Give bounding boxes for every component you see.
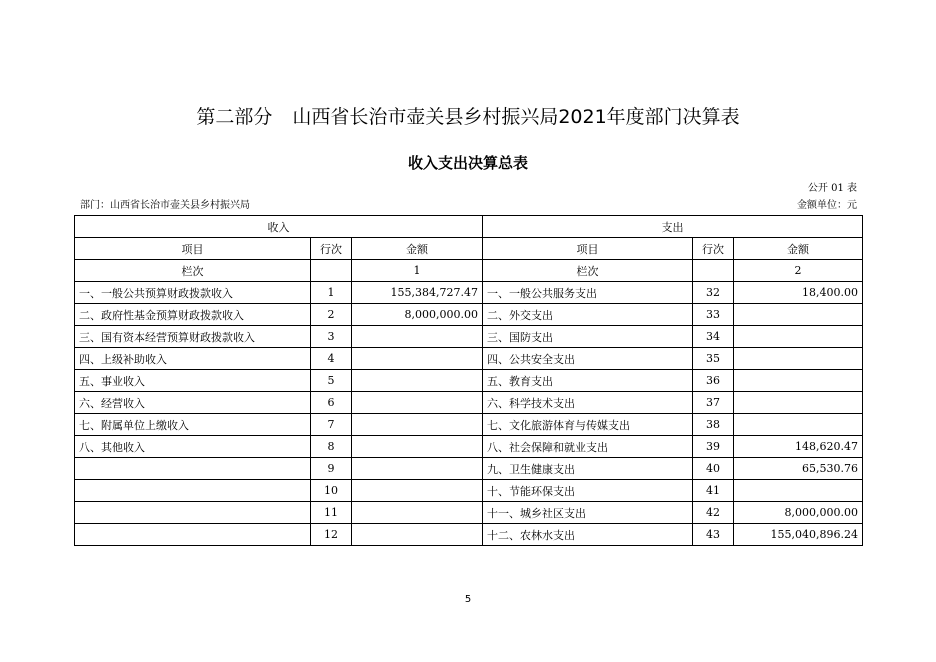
table-row (75, 304, 863, 326)
expense-item-cell: 十、节能环保支出 (483, 480, 693, 502)
income-amount-cell: 155,384,727.47 (352, 282, 483, 304)
income-item-cell: 一、一般公共预算财政拨款收入 (75, 282, 311, 304)
expense-item-cell: 十二、农林水支出 (483, 524, 693, 546)
table-row (75, 436, 863, 458)
expense-amount-cell (734, 304, 863, 326)
expense-amount-header: 金额 (734, 238, 863, 260)
income-amount-header: 金额 (352, 238, 483, 260)
income-line-cell: 9 (311, 458, 352, 480)
income-column-label: 栏次 (75, 260, 311, 282)
income-item-cell: 八、其他收入 (75, 436, 311, 458)
expense-amount-cell (734, 480, 863, 502)
income-item-header: 项目 (75, 238, 311, 260)
expense-item-cell: 一、一般公共服务支出 (483, 282, 693, 304)
expense-amount-cell (734, 326, 863, 348)
income-item-cell: 七、附属单位上缴收入 (75, 414, 311, 436)
income-item-cell (75, 502, 311, 524)
income-item-cell: 三、国有资本经营预算财政拨款收入 (75, 326, 311, 348)
table-subtitle: 收入支出决算总表 (407, 154, 528, 172)
income-amount-cell (352, 414, 483, 436)
expense-line-header: 行次 (693, 238, 734, 260)
income-line-cell: 2 (311, 304, 352, 326)
expense-line-cell: 34 (693, 326, 734, 348)
table-row (75, 392, 863, 414)
table-row (75, 348, 863, 370)
expense-line-cell: 42 (693, 502, 734, 524)
expense-amount-cell: 8,000,000.00 (734, 502, 863, 524)
page-number: 5 (464, 594, 472, 605)
expense-line-cell: 37 (693, 392, 734, 414)
table-row (75, 524, 863, 546)
expense-item-cell: 七、文化旅游体育与传媒支出 (483, 414, 693, 436)
empty-cell (311, 260, 352, 282)
income-expense-table (74, 215, 863, 546)
income-item-cell: 二、政府性基金预算财政拨款收入 (75, 304, 311, 326)
expense-line-cell: 36 (693, 370, 734, 392)
income-line-cell: 5 (311, 370, 352, 392)
table-row (75, 370, 863, 392)
income-amount-cell: 8,000,000.00 (352, 304, 483, 326)
table-row (75, 458, 863, 480)
table-row (75, 480, 863, 502)
income-amount-cell (352, 436, 483, 458)
expense-item-cell: 二、外交支出 (483, 304, 693, 326)
income-amount-cell (352, 392, 483, 414)
page-title (0, 104, 936, 130)
income-amount-cell (352, 326, 483, 348)
expense-item-cell: 六、科学技术支出 (483, 392, 693, 414)
expense-item-cell: 八、社会保障和就业支出 (483, 436, 693, 458)
income-item-cell (75, 524, 311, 546)
department-label: 部门：山西省长治市壶关县乡村振兴局 (80, 200, 250, 211)
expense-line-cell: 40 (693, 458, 734, 480)
expense-column-label: 栏次 (483, 260, 693, 282)
income-amount-cell (352, 458, 483, 480)
column-number-row (75, 260, 863, 282)
expense-amount-cell (734, 414, 863, 436)
income-header: 收入 (75, 216, 483, 238)
amount-unit: 金额单位：元 (797, 200, 857, 211)
income-item-cell: 六、经营收入 (75, 392, 311, 414)
expense-item-cell: 九、卫生健康支出 (483, 458, 693, 480)
income-line-cell: 12 (311, 524, 352, 546)
expense-amount-cell (734, 348, 863, 370)
expense-column-number: 2 (734, 260, 863, 282)
income-line-cell: 4 (311, 348, 352, 370)
expense-item-cell: 三、国防支出 (483, 326, 693, 348)
expense-line-cell: 35 (693, 348, 734, 370)
column-header-row (75, 238, 863, 260)
report-title: 山西省长治市壶关县乡村振兴局2021年度部门决算表 (292, 106, 740, 128)
part-label: 第二部分 (196, 106, 273, 128)
income-item-cell: 五、事业收入 (75, 370, 311, 392)
income-amount-cell (352, 348, 483, 370)
income-item-cell (75, 458, 311, 480)
section-header-row (75, 216, 863, 238)
income-line-cell: 8 (311, 436, 352, 458)
income-line-cell: 1 (311, 282, 352, 304)
table-row (75, 282, 863, 304)
income-line-cell: 6 (311, 392, 352, 414)
expense-item-cell: 五、教育支出 (483, 370, 693, 392)
income-amount-cell (352, 480, 483, 502)
income-column-number: 1 (352, 260, 483, 282)
table-body (75, 216, 863, 546)
expense-line-cell: 33 (693, 304, 734, 326)
income-line-cell: 3 (311, 326, 352, 348)
empty-cell (693, 260, 734, 282)
income-amount-cell (352, 370, 483, 392)
expense-amount-cell (734, 370, 863, 392)
expense-line-cell: 32 (693, 282, 734, 304)
income-line-cell: 11 (311, 502, 352, 524)
table-row (75, 502, 863, 524)
table-number: 公开 01 表 (807, 183, 857, 194)
table-row (75, 414, 863, 436)
income-item-cell: 四、上级补助收入 (75, 348, 311, 370)
income-amount-cell (352, 524, 483, 546)
expense-amount-cell: 18,400.00 (734, 282, 863, 304)
income-line-cell: 10 (311, 480, 352, 502)
income-line-header: 行次 (311, 238, 352, 260)
expense-amount-cell: 148,620.47 (734, 436, 863, 458)
expense-amount-cell (734, 392, 863, 414)
expense-header: 支出 (483, 216, 863, 238)
expense-item-cell: 四、公共安全支出 (483, 348, 693, 370)
expense-line-cell: 43 (693, 524, 734, 546)
expense-item-header: 项目 (483, 238, 693, 260)
expense-line-cell: 41 (693, 480, 734, 502)
income-amount-cell (352, 502, 483, 524)
expense-line-cell: 39 (693, 436, 734, 458)
expense-line-cell: 38 (693, 414, 734, 436)
expense-item-cell: 十一、城乡社区支出 (483, 502, 693, 524)
expense-amount-cell: 155,040,896.24 (734, 524, 863, 546)
table-row (75, 326, 863, 348)
expense-amount-cell: 65,530.76 (734, 458, 863, 480)
income-item-cell (75, 480, 311, 502)
income-line-cell: 7 (311, 414, 352, 436)
